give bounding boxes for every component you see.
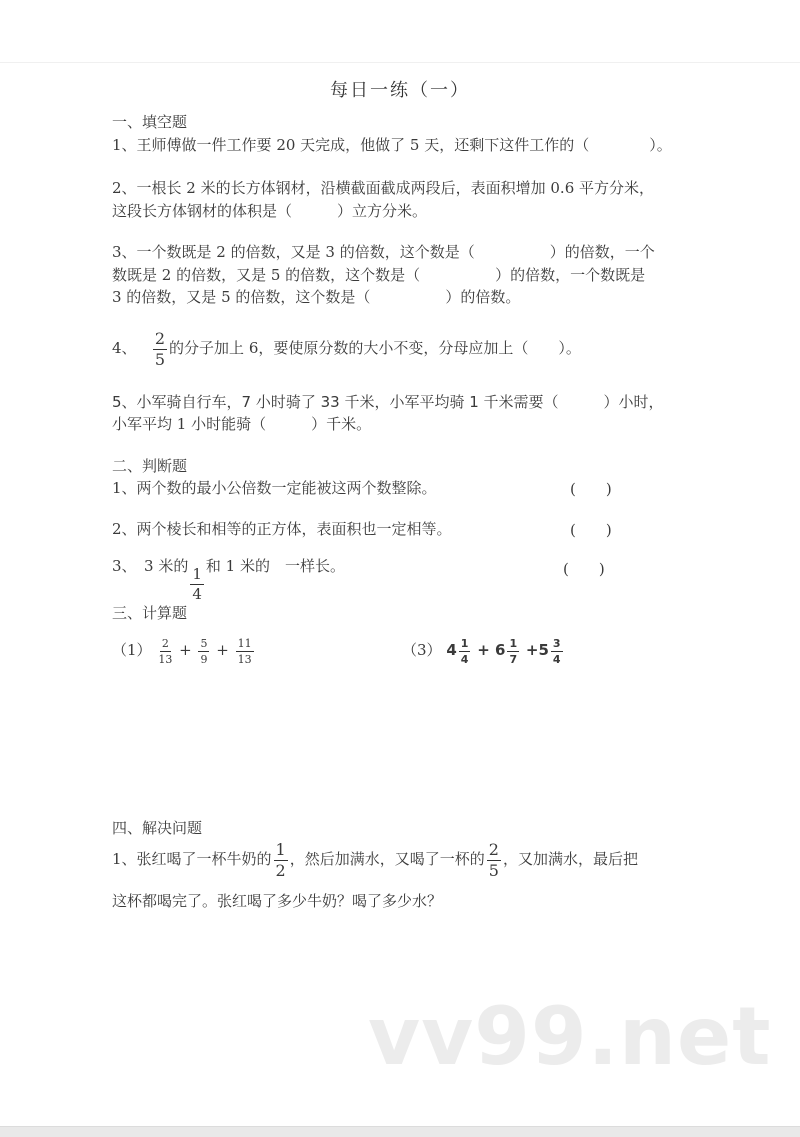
denominator: 7 [509,652,518,666]
fraction [487,839,501,880]
fraction [158,638,172,665]
question-1-3-line2: 数既是 2 的倍数，又是 5 的倍数，这个数是（ ）的倍数，一个数既是 [112,266,646,284]
numerator: 11 [237,636,252,650]
denominator: 13 [158,652,173,666]
answer-bracket-1[interactable]: ( ) [570,480,612,498]
question-text: 和 1 米的 一样长。 [205,557,345,575]
question-1-4 [112,328,581,368]
section3-heading: 三、计算题 [112,604,188,622]
plus-sign: + [179,641,192,659]
question-text: ，又加满水，最后把 [502,850,638,868]
question-1-2-line1: 2、一根长 2 米的长方体钢材，沿横截面截成两段后，表面积增加 0.6 平方分米， [112,179,655,197]
calc-3 [402,630,565,670]
problem-4-1-line2: 这杯都喝完了。张红喝了多少牛奶？喝了多少水？ [112,892,443,910]
numerator: 1 [460,636,469,650]
numerator: 2 [154,328,166,348]
section2-heading: 二、判断题 [112,457,188,475]
denominator: 4 [460,652,469,666]
numerator: 1 [509,636,518,650]
question-text: 3、 3 米的 [112,557,189,575]
numerator: 2 [488,839,499,859]
denominator: 2 [275,860,286,880]
page-top-edge [0,62,800,63]
numerator: 1 [275,839,286,859]
denominator: 4 [552,652,561,666]
fraction [274,839,288,880]
judge-3 [112,546,345,602]
question-1-3-line1: 3、一个数既是 2 的倍数，又是 3 的倍数，这个数是（ ）的倍数，一个 [112,243,655,261]
answer-bracket-2[interactable]: ( ) [570,521,612,539]
fraction [236,638,254,665]
denominator: 9 [200,652,208,666]
denominator: 5 [154,349,166,369]
problem-label: （3） [402,641,442,659]
numerator: 5 [200,636,208,650]
whole-number: 4 [446,641,457,659]
section1-heading: 一、填空题 [112,113,188,131]
numerator: 1 [192,565,202,583]
whole-number: +5 [525,641,549,659]
denominator: 4 [192,585,202,603]
fraction [153,328,167,369]
question-number: 4、 [112,339,137,357]
plus-sign: + [216,641,229,659]
question-text: 的分子加上 6，要使原分数的大小不变，分母应加上（ ）。 [169,339,581,357]
watermark: vv99.net [368,990,772,1083]
calc-1 [112,630,256,670]
page-title: 每日一练（一） [330,80,470,101]
problem-label: （1） [112,641,152,659]
question-text: 1、张红喝了一杯牛奶的 [112,850,272,868]
question-text: ，然后加满水，又喝了一杯的 [289,850,485,868]
fraction [507,638,519,665]
answer-bracket-3[interactable]: ( ) [563,560,605,578]
numerator: 2 [161,636,169,650]
question-1-3-line3: 3 的倍数，又是 5 的倍数，这个数是（ ）的倍数。 [112,288,521,306]
fraction [551,638,563,665]
section4-heading: 四、解决问题 [112,819,203,837]
judge-1: 1、两个数的最小公倍数一定能被这两个数整除。 [112,479,437,497]
judge-2: 2、两个棱长和相等的正方体，表面积也一定相等。 [112,520,452,538]
fraction [459,638,471,665]
page-bottom-edge [0,1126,800,1137]
question-1-5-line2: 小军平均 1 小时能骑（ ）千米。 [112,415,372,433]
denominator: 13 [237,652,252,666]
denominator: 5 [488,860,499,880]
fraction [198,638,209,665]
whole-number: + 6 [477,641,506,659]
problem-4-1-line1 [112,838,638,880]
question-1-2-line2: 这段长方体钢材的体积是（ ）立方分米。 [112,202,428,220]
numerator: 3 [552,636,561,650]
question-1-5-line1: 5、小军骑自行车，7 小时骑了 33 千米，小军平均骑 1 千米需要（ ）小时， [112,393,664,411]
fraction [190,567,204,602]
question-1-1: 1、王师傅做一件工作要 20 天完成，他做了 5 天，还剩下这件工作的（ ）。 [112,136,672,154]
